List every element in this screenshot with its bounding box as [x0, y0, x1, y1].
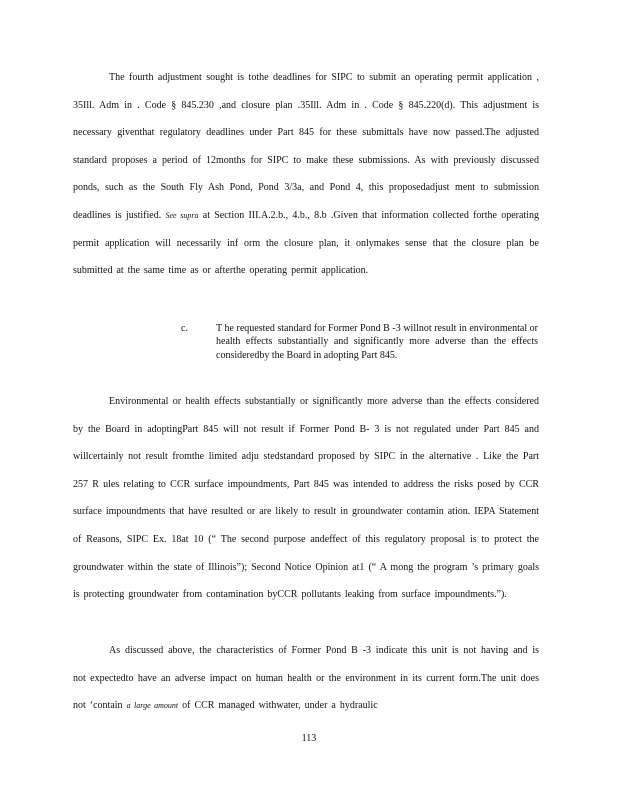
heading-letter: c.: [181, 323, 188, 334]
paragraph-text: of CCR managed withwater, under a hydraulic: [178, 700, 378, 712]
page-number: 113: [301, 733, 317, 744]
paragraph-text: The fourth adjustment sought is tothe deadlines for SIPC to submit an operating permit application , 35Ill. Adm in . Code § 845.230 ,and closure plan .35Ill. Adm in . Code § 845.220(d). This adjustment is necessary giventhat regulatory deadlines under Part 845 for these submittals have now passed.The adjusted standard proposes a period of 12months for SIPC to make these submissions. As with previously discussed ponds, such as the South Fly Ash Pond, Pond 3/3a, and Pond 4, this proposedadjust ment to submission deadlines is justified.: [73, 72, 539, 221]
paragraph-characteristics: [73, 637, 539, 720]
paragraph-environmental-effects: [73, 388, 539, 609]
paragraph-text: at Section III.A.2.b., 4.b., 8.b .Given that information collected forthe operating permit application will necessarily inf orm the closure plan, it onlymakes sense that the closure plan be submitted at the same time as or afterthe operating permit application.: [73, 209, 539, 277]
paragraph-deadline-adjustment: [73, 64, 539, 285]
emphasized-phrase: a large amount: [126, 701, 179, 711]
citation-signal: See supra: [165, 210, 199, 220]
paragraph-text: As discussed above, the characteristics of Former Pond B -3 indicate this unit is not having and is not expectedto have an adverse impact on human health or the environment in its current form.The unit does not ‘contain: [73, 645, 539, 712]
heading-text: T he requested standard for Former Pond B -3 willnot result in environmental or health effects substantially and significantly more adverse than the effects consideredby the Board in adopting Part 845.: [216, 323, 538, 361]
paragraph-text: Environmental or health effects substantially or significantly more adverse than the effects considered by the Board in adoptingPart 845 will not result if Former Pond B- 3 is not regulated under Part 845 and willcertainly not result fromthe limited adju stedstandard proposed by SIPC in the alternative . Like the Part 257 R ules relating to CCR surface impoundments, Part 845 was intended to address the risks posed by CCR surface impoundments that have resulted or are likely to result in groundwater contamin ation. IEPA Statement of Reasons, SIPC Ex. 18at 10 (“ The second purpose andeffect of this regulatory proposal is to protect the groundwater within the state of Illinois”); Second Notice Opinion at1 (“ A mong the program ’s primary goals is protecting groundwater from contamination byCCR pollutants leaking from surface impoundments.”).: [73, 396, 539, 601]
